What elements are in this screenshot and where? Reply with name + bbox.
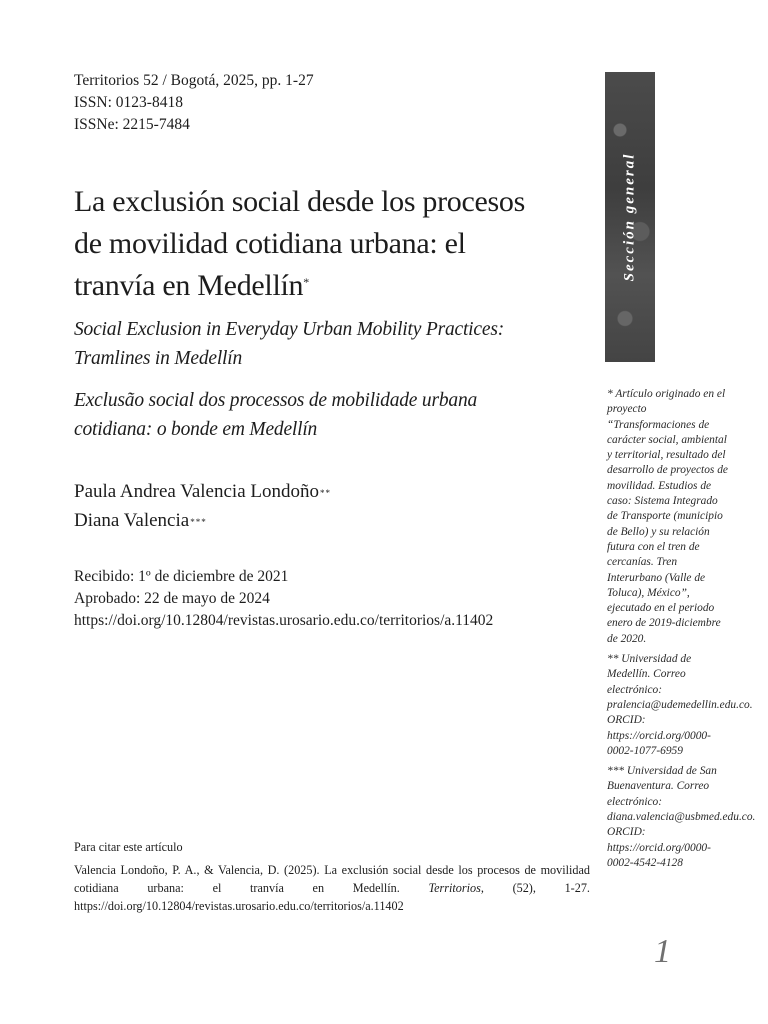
citation-text-end: (52), 1-27. https://doi.org/10.12804/revistas.urosario.edu.co/territorios/a.11402 xyxy=(74,881,590,913)
publication-dates xyxy=(74,566,493,632)
footnotes xyxy=(607,387,756,876)
doi-link[interactable]: https://doi.org/10.12804/revistas.urosario.edu.co/territorios/a.11402 xyxy=(74,612,494,629)
issne: ISSNe: 2215-7484 xyxy=(74,116,190,133)
title-footnote-marker: * xyxy=(303,275,309,289)
article-title xyxy=(74,181,554,307)
citation-journal: Territorios, xyxy=(428,881,484,895)
authors xyxy=(74,477,331,535)
portuguese-title: Exclusão social dos processos de mobilidade urbana cotidiana: o bonde em Medellín xyxy=(74,390,478,440)
journal-header xyxy=(74,70,314,136)
page-number: 1 xyxy=(654,933,671,970)
issn: ISSN: 0123-8418 xyxy=(74,94,183,111)
received-date: Recibido: 1º de diciembre de 2021 xyxy=(74,568,289,585)
author-footnote-marker: *** xyxy=(190,517,207,527)
citation-text-start: Valencia Londoño, P. A., & Valencia, D. (2025). La exclusión social desde los procesos de movilidad cotidiana urbana: el tranvía en Medellín. xyxy=(74,863,590,895)
citation-text xyxy=(74,861,590,915)
section-label: Sección general xyxy=(621,152,638,282)
author-footnote-marker: ** xyxy=(320,488,331,498)
section-band xyxy=(605,72,655,362)
approved-date: Aprobado: 22 de mayo de 2024 xyxy=(74,590,270,607)
footnote: ** Universidad de Medellín. Correo electrónico: pralencia@udemedellin.edu.co. ORCID: https://orcid.org/0000-0002-1077-6959 xyxy=(607,653,753,757)
footnote: *** Universidad de San Buenaventura. Correo electrónico: diana.valencia@usbmed.edu.co. ORCID: https://orcid.org/0000-0002-4542-4128 xyxy=(607,765,756,869)
journal-line: Territorios 52 / Bogotá, 2025, pp. 1-27 xyxy=(74,72,314,89)
author xyxy=(74,477,331,506)
citation-label: Para citar este artículo xyxy=(74,840,183,854)
footnote: * Artículo originado en el proyecto “Transformaciones de carácter social, ambiental y territorial, resultado del desarrollo de proyectos de movilidad. Estudios de caso: Sistema Integrado de Transporte (municipio de Bello) y su relación futura con el tren de cercanías. Tren Interurbano (Valle de Toluca), México”, ejecutado en el periodo enero de 2019-diciembre de 2020. xyxy=(607,388,728,645)
english-title: Social Exclusion in Everyday Urban Mobility Practices: Tramlines in Medellín xyxy=(74,319,504,369)
citation-block xyxy=(74,838,590,915)
author-name: Paula Andrea Valencia Londoño xyxy=(74,481,319,502)
author-name: Diana Valencia xyxy=(74,510,190,531)
author xyxy=(74,506,331,535)
article-title-text: La exclusión social desde los procesos de movilidad cotidiana urbana: el tranvía en Medellín xyxy=(74,185,525,302)
